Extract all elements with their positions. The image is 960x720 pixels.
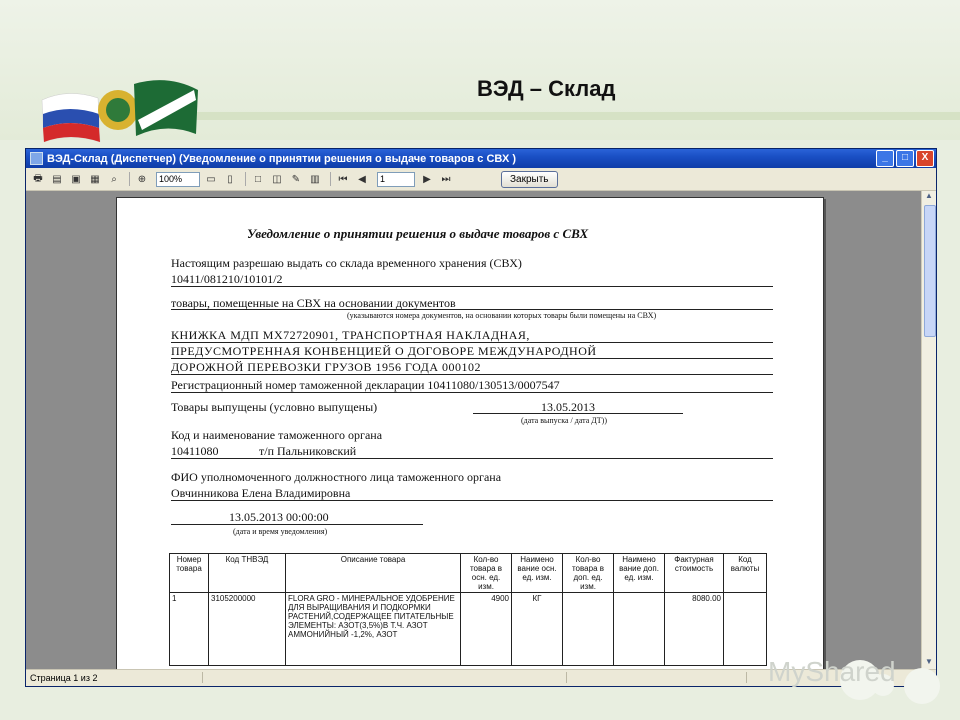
whole-page-icon[interactable]: ▯ [227, 173, 233, 185]
col-header: Кол-во товара в доп. ед. изм. [563, 554, 614, 593]
svh-number: 10411/081210/10101/2 [171, 272, 283, 286]
close-window-button[interactable]: X [916, 150, 934, 167]
close-button[interactable]: Закрыть [501, 171, 558, 188]
single-page-icon[interactable]: □ [254, 173, 262, 185]
export-icon[interactable]: ▦ [90, 173, 100, 185]
document-title: Уведомление о принятии решения о выдаче товаров с СВХ [247, 226, 589, 241]
official-label: ФИО уполномоченного должностного лица таможенного органа [171, 470, 502, 484]
col-header: Наимено вание осн. ед. изм. [512, 554, 563, 593]
minimize-button[interactable]: _ [876, 150, 894, 167]
table-cell: 1 [170, 593, 209, 666]
released-date: 13.05.2013 [541, 400, 595, 414]
thumbnails-icon[interactable]: ▥ [310, 173, 320, 185]
last-page-icon[interactable]: ⏭ [441, 173, 451, 185]
toolbar-separator [330, 172, 331, 186]
open-folder-icon[interactable]: ▤ [52, 173, 62, 185]
table-cell: 3105200000 [209, 593, 286, 666]
page-info: Страница 1 из 2 [30, 673, 98, 683]
save-icon[interactable]: ▣ [71, 173, 81, 185]
scroll-down-icon[interactable]: ▼ [925, 657, 933, 666]
page-number-input[interactable]: 1 [377, 172, 415, 187]
toolbar-separator [129, 172, 130, 186]
docs-line-1: КНИЖКА МДП МХ72720901, ТРАНСПОРТНАЯ НАКЛАДНАЯ, [171, 328, 530, 342]
first-page-icon[interactable]: ⏮ [338, 173, 348, 185]
slide-title: ВЭД – Склад [477, 76, 616, 101]
col-header: Кол-во товара в осн. ед. изм. [461, 554, 512, 593]
official-name: Овчинникова Елена Владимировна [171, 486, 351, 500]
table-cell: 8080.00 [665, 593, 724, 666]
zoom-icon[interactable]: ⊕ [137, 173, 147, 185]
page-width-icon[interactable]: ▭ [206, 173, 216, 185]
col-header: Описание товара [286, 554, 461, 593]
table-cell: КГ [512, 593, 563, 666]
table-cell: 4900 [461, 593, 512, 666]
table-cell [724, 593, 767, 666]
goods-table [169, 553, 767, 666]
app-icon [30, 152, 43, 165]
prev-page-icon[interactable]: ◀ [358, 173, 366, 185]
docs-line-2: ПРЕДУСМОТРЕННАЯ КОНВЕНЦИЕЙ О ДОГОВОРЕ МЕЖДУНАРОДНОЙ [171, 344, 597, 358]
print-icon[interactable]: 🖶 [33, 172, 43, 184]
rule-line [171, 500, 773, 501]
col-header: Фактурная стоимость [665, 554, 724, 593]
zoom-select[interactable]: 100% [156, 172, 200, 187]
rule-line [171, 392, 773, 393]
rule-line [171, 309, 773, 310]
rule-line [473, 413, 683, 414]
rule-line [171, 358, 773, 359]
col-header: Номер товара [170, 554, 209, 593]
rule-line [171, 374, 773, 375]
table-cell: FLORA GRO - МИНЕРАЛЬНОЕ УДОБРЕНИЕ ДЛЯ ВЫРАЩИВАНИЯ И ПОДКОРМКИ РАСТЕНИЙ,СОДЕРЖАЩЕЕ ПИТАТЕЛЬНЫЕ ЭЛЕМЕНТЫ: АЗОТ(3,5%)В Т.Ч. АЗОТ АММОНИЙНЫЙ -1,2%, АЗОТ [286, 593, 461, 666]
two-pages-icon[interactable]: ◫ [272, 173, 282, 185]
customs-label: Код и наименование таможенного органа [171, 428, 383, 442]
col-header: Код ТНВЭД [209, 554, 286, 593]
goods-basis-hint: (указываются номера документов, на основании которых товары были помещены на СВХ) [347, 311, 657, 320]
col-header: Наимено вание доп. ед. изм. [614, 554, 665, 593]
document-page [116, 197, 824, 669]
scroll-thumb[interactable] [924, 205, 936, 337]
notify-hint: (дата и время уведомления) [233, 527, 328, 536]
vertical-scrollbar[interactable] [921, 191, 936, 669]
edit-icon[interactable]: ✎ [291, 173, 301, 185]
rule-line [171, 458, 773, 459]
declaration-number: Регистрационный номер таможенной декларации 10411080/130513/0007547 [171, 378, 560, 392]
table-cell [563, 593, 614, 666]
app-window [25, 148, 937, 687]
permit-text: Настоящим разрешаю выдать со склада временного хранения (СВХ) [171, 256, 522, 270]
goods-basis-text: товары, помещенные на СВХ на основании документов [171, 296, 456, 310]
released-hint: (дата выпуска / дата ДТ)) [521, 416, 607, 425]
customs-code: 10411080 [171, 444, 219, 458]
customs-flag-logo [38, 70, 208, 150]
rule-line [171, 524, 423, 525]
status-divider [746, 672, 747, 683]
header-stripe [150, 112, 960, 120]
scroll-up-icon[interactable]: ▲ [925, 191, 933, 200]
status-divider [566, 672, 567, 683]
released-label: Товары выпущены (условно выпущены) [171, 400, 378, 414]
next-page-icon[interactable]: ▶ [423, 173, 431, 185]
table-header-row [170, 554, 767, 593]
window-title: ВЭД-Склад (Диспетчер) (Уведомление о принятии решения о выдаче товаров с СВХ ) [47, 152, 517, 165]
docs-line-3: ДОРОЖНОЙ ПЕРЕВОЗКИ ГРУЗОВ 1956 ГОДА 000102 [171, 360, 482, 374]
report-viewport[interactable] [26, 191, 922, 669]
status-divider [202, 672, 203, 683]
col-header: Код валюты [724, 554, 767, 593]
find-icon[interactable]: ⌕ [111, 173, 117, 185]
toolbar-separator [245, 172, 246, 186]
window-titlebar[interactable] [26, 149, 936, 168]
customs-name: т/п Пальниковский [259, 444, 357, 458]
table-cell [614, 593, 665, 666]
rule-line [171, 342, 773, 343]
notify-datetime: 13.05.2013 00:00:00 [229, 510, 329, 524]
toolbar [26, 168, 936, 191]
watermark: MyShared [768, 656, 896, 687]
rule-line [171, 286, 773, 287]
table-row [170, 593, 767, 666]
maximize-button[interactable]: □ [896, 150, 914, 167]
